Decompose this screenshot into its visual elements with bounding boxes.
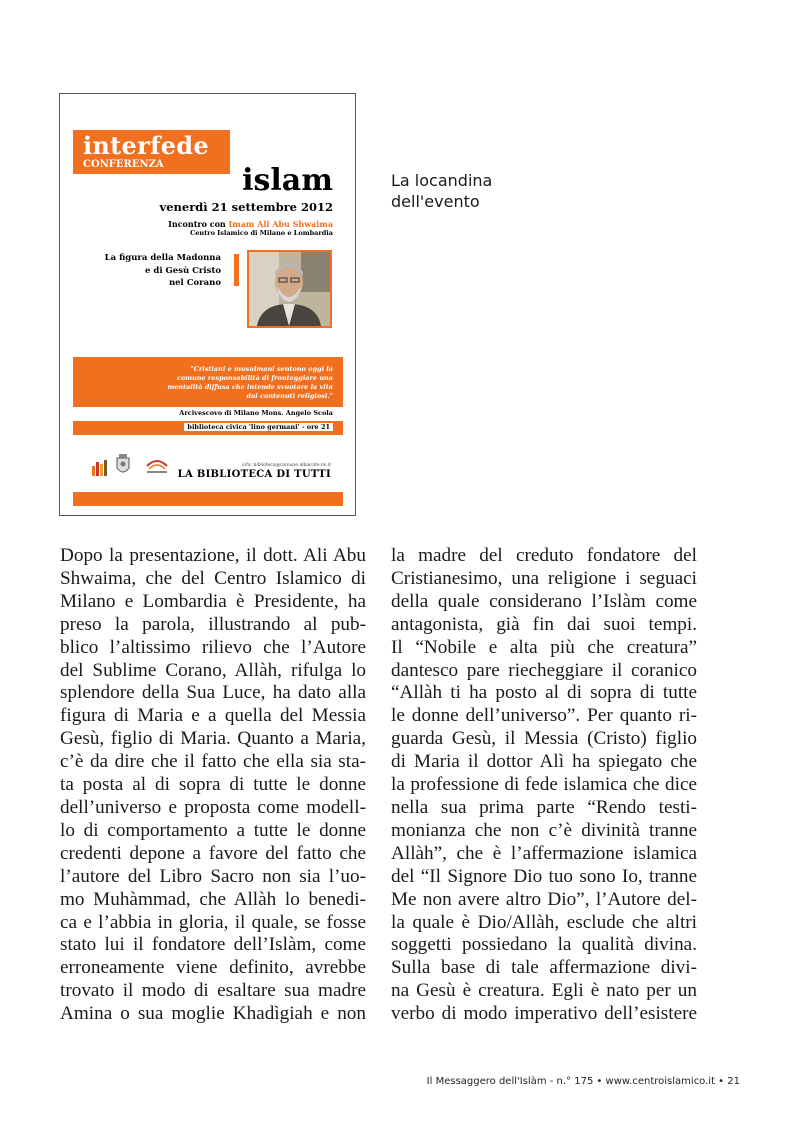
- article-line: nella sua prima parte “Rendo testi-: [391, 796, 697, 818]
- poster-incontro: [168, 219, 333, 229]
- speaker-portrait-icon: [249, 252, 330, 326]
- caption-line: La locandina: [391, 171, 493, 190]
- article-line: figura di Maria e a quella del Messia: [60, 705, 366, 727]
- article-line: la madre del creduto fondatore del: [391, 545, 697, 566]
- article-line: credenti depone a favore del fatto che: [60, 842, 366, 864]
- article-line: Amina o sua moglie Khadìgiah e non: [60, 1003, 366, 1025]
- figura-line: nel Corano: [168, 278, 221, 288]
- article-line: la professione di fede islamica che dice: [391, 774, 697, 796]
- library-slogan: LA BIBLIOTECA DI TUTTI: [177, 469, 331, 480]
- article-line: mo Muhàmmad, che Allàh lo benedi-: [60, 888, 366, 910]
- article-line: soggetti possiedano la qualità divina.: [391, 934, 697, 956]
- article-line: Gesù, figlio di Maria. Quanto a Maria,: [60, 728, 366, 750]
- article-line: stato lui il fondatore dell’Islàm, come: [60, 934, 366, 956]
- article-line: Allàh”, che è l’affermazione islamica: [391, 842, 697, 864]
- article-line: c’è da dire che il fatto che ella sia sta-: [60, 751, 366, 773]
- interfede-banner: [73, 130, 230, 174]
- event-poster: [59, 93, 356, 516]
- article-line: lo di comportamento a tutte le donne: [60, 819, 366, 841]
- poster-centro: Centro Islamico di Milano e Lombardia: [190, 229, 333, 237]
- article-line: splendore della Sua Luce, ha dato alla: [60, 682, 366, 704]
- poster-caption: [391, 170, 492, 212]
- article-line: preso la parola, illustrando al pub-: [60, 613, 366, 635]
- poster-content: [73, 130, 343, 506]
- article-line: trovato il modo di esaltare sua madre: [60, 980, 366, 1002]
- article-line: dantesco pare riecheggiare il coranico: [391, 659, 697, 681]
- article-line: del “Il Signore Dio tuo sono Io, tranne: [391, 865, 697, 887]
- article-line: guarda Gesù, il Messia (Cristo) figlio: [391, 728, 697, 750]
- article-line: Milano e Lombardia è Presidente, ha: [60, 590, 366, 612]
- poster-venue: biblioteca civica 'lino germani' - ore 21: [184, 423, 333, 431]
- quote-line: "Cristiani e musulmani sentono oggi la: [190, 365, 333, 373]
- article-line: l’autore del Libro Sacro non sia l’uo-: [60, 865, 366, 887]
- article-line: na Gesù è creatura. Egli è nato per un: [391, 980, 697, 1002]
- poster-info-email: info: biblioteca@comune.albairate.mi.it: [242, 463, 331, 468]
- article-line: Me non avere altro Dio”, l’Autore del-: [391, 888, 697, 910]
- article-line: Cristianesimo, una religione i seguaci: [391, 567, 697, 589]
- municipal-crest-icon: [115, 454, 131, 476]
- article-line: Dopo la presentazione, il dott. Ali Abu: [60, 545, 366, 566]
- article-line: blico l’altissimo rilievo che l’Autore: [60, 636, 366, 658]
- poster-title: interfede: [83, 131, 209, 160]
- article-line: antagonista, già fin dai suoi tempi.: [391, 613, 697, 635]
- article-line: erroneamente viene definito, avrebbe: [60, 957, 366, 979]
- article-line: di Maria il dottor Alì ha spiegato che: [391, 751, 697, 773]
- speaker-photo: [247, 250, 332, 328]
- article-line: Sulla base di tale affermazione divi-: [391, 957, 697, 979]
- orange-accent-tab: [234, 254, 239, 286]
- quote-author: Arcivescovo di Milano Mons. Angelo Scola: [179, 409, 333, 417]
- article-line: le donne dell’universo”. Per quanto ri-: [391, 705, 697, 727]
- page-footer: Il Messaggero dell'Islàm - n.° 175 • www.centroislamico.it • 21: [426, 1076, 740, 1087]
- quote-line: dai contenuti religiosi.": [246, 392, 333, 400]
- incontro-prefix: Incontro con: [168, 219, 229, 229]
- quote-line: mentalità diffusa che intende svuotare la vita: [167, 383, 333, 391]
- article-line: verbo di modo imperativo dell’esistere: [391, 1003, 697, 1025]
- article-line: dell’universo e proposta come modell-: [60, 796, 366, 818]
- figura-line: La figura della Madonna: [104, 253, 221, 263]
- article-column-right: [391, 545, 697, 1026]
- poster-quote: [83, 365, 333, 401]
- poster-figura: [71, 252, 221, 290]
- article-line: del Sublime Corano, Allàh, rifulga lo: [60, 659, 366, 681]
- article-line: monianza che non c’è divinità tranne: [391, 819, 697, 841]
- article-line: Il “Nobile e alta più che creatura”: [391, 636, 697, 658]
- bottom-band: [73, 492, 343, 506]
- article-column-left: [60, 545, 366, 1026]
- quote-line: comune responsabilità di fronteggiare una: [176, 374, 333, 382]
- poster-subtitle: CONFERENZA: [83, 159, 164, 170]
- article-line: “Allàh ti ha posto al di sopra di tutte: [391, 682, 697, 704]
- article-line: la quale è Dio/Allàh, esclude che altri: [391, 911, 697, 933]
- poster-topic: islam: [242, 163, 333, 198]
- article-line: ca e l’abbia in gloria, il quale, se fosse: [60, 911, 366, 933]
- poster-date: venerdì 21 settembre 2012: [159, 200, 333, 214]
- article-line: Shwaima, che del Centro Islamico di: [60, 567, 366, 589]
- caption-line: dell'evento: [391, 192, 480, 211]
- article-line: ta posta al di sopra di tutte le donne: [60, 774, 366, 796]
- article-line: della quale considerano l’Islàm come: [391, 590, 697, 612]
- library-logo-icon: [91, 458, 109, 476]
- sponsor-logo-icon: [145, 456, 169, 476]
- imam-name: Imam Ali Abu Shwaima: [228, 219, 333, 229]
- figura-line: e di Gesù Cristo: [145, 265, 221, 276]
